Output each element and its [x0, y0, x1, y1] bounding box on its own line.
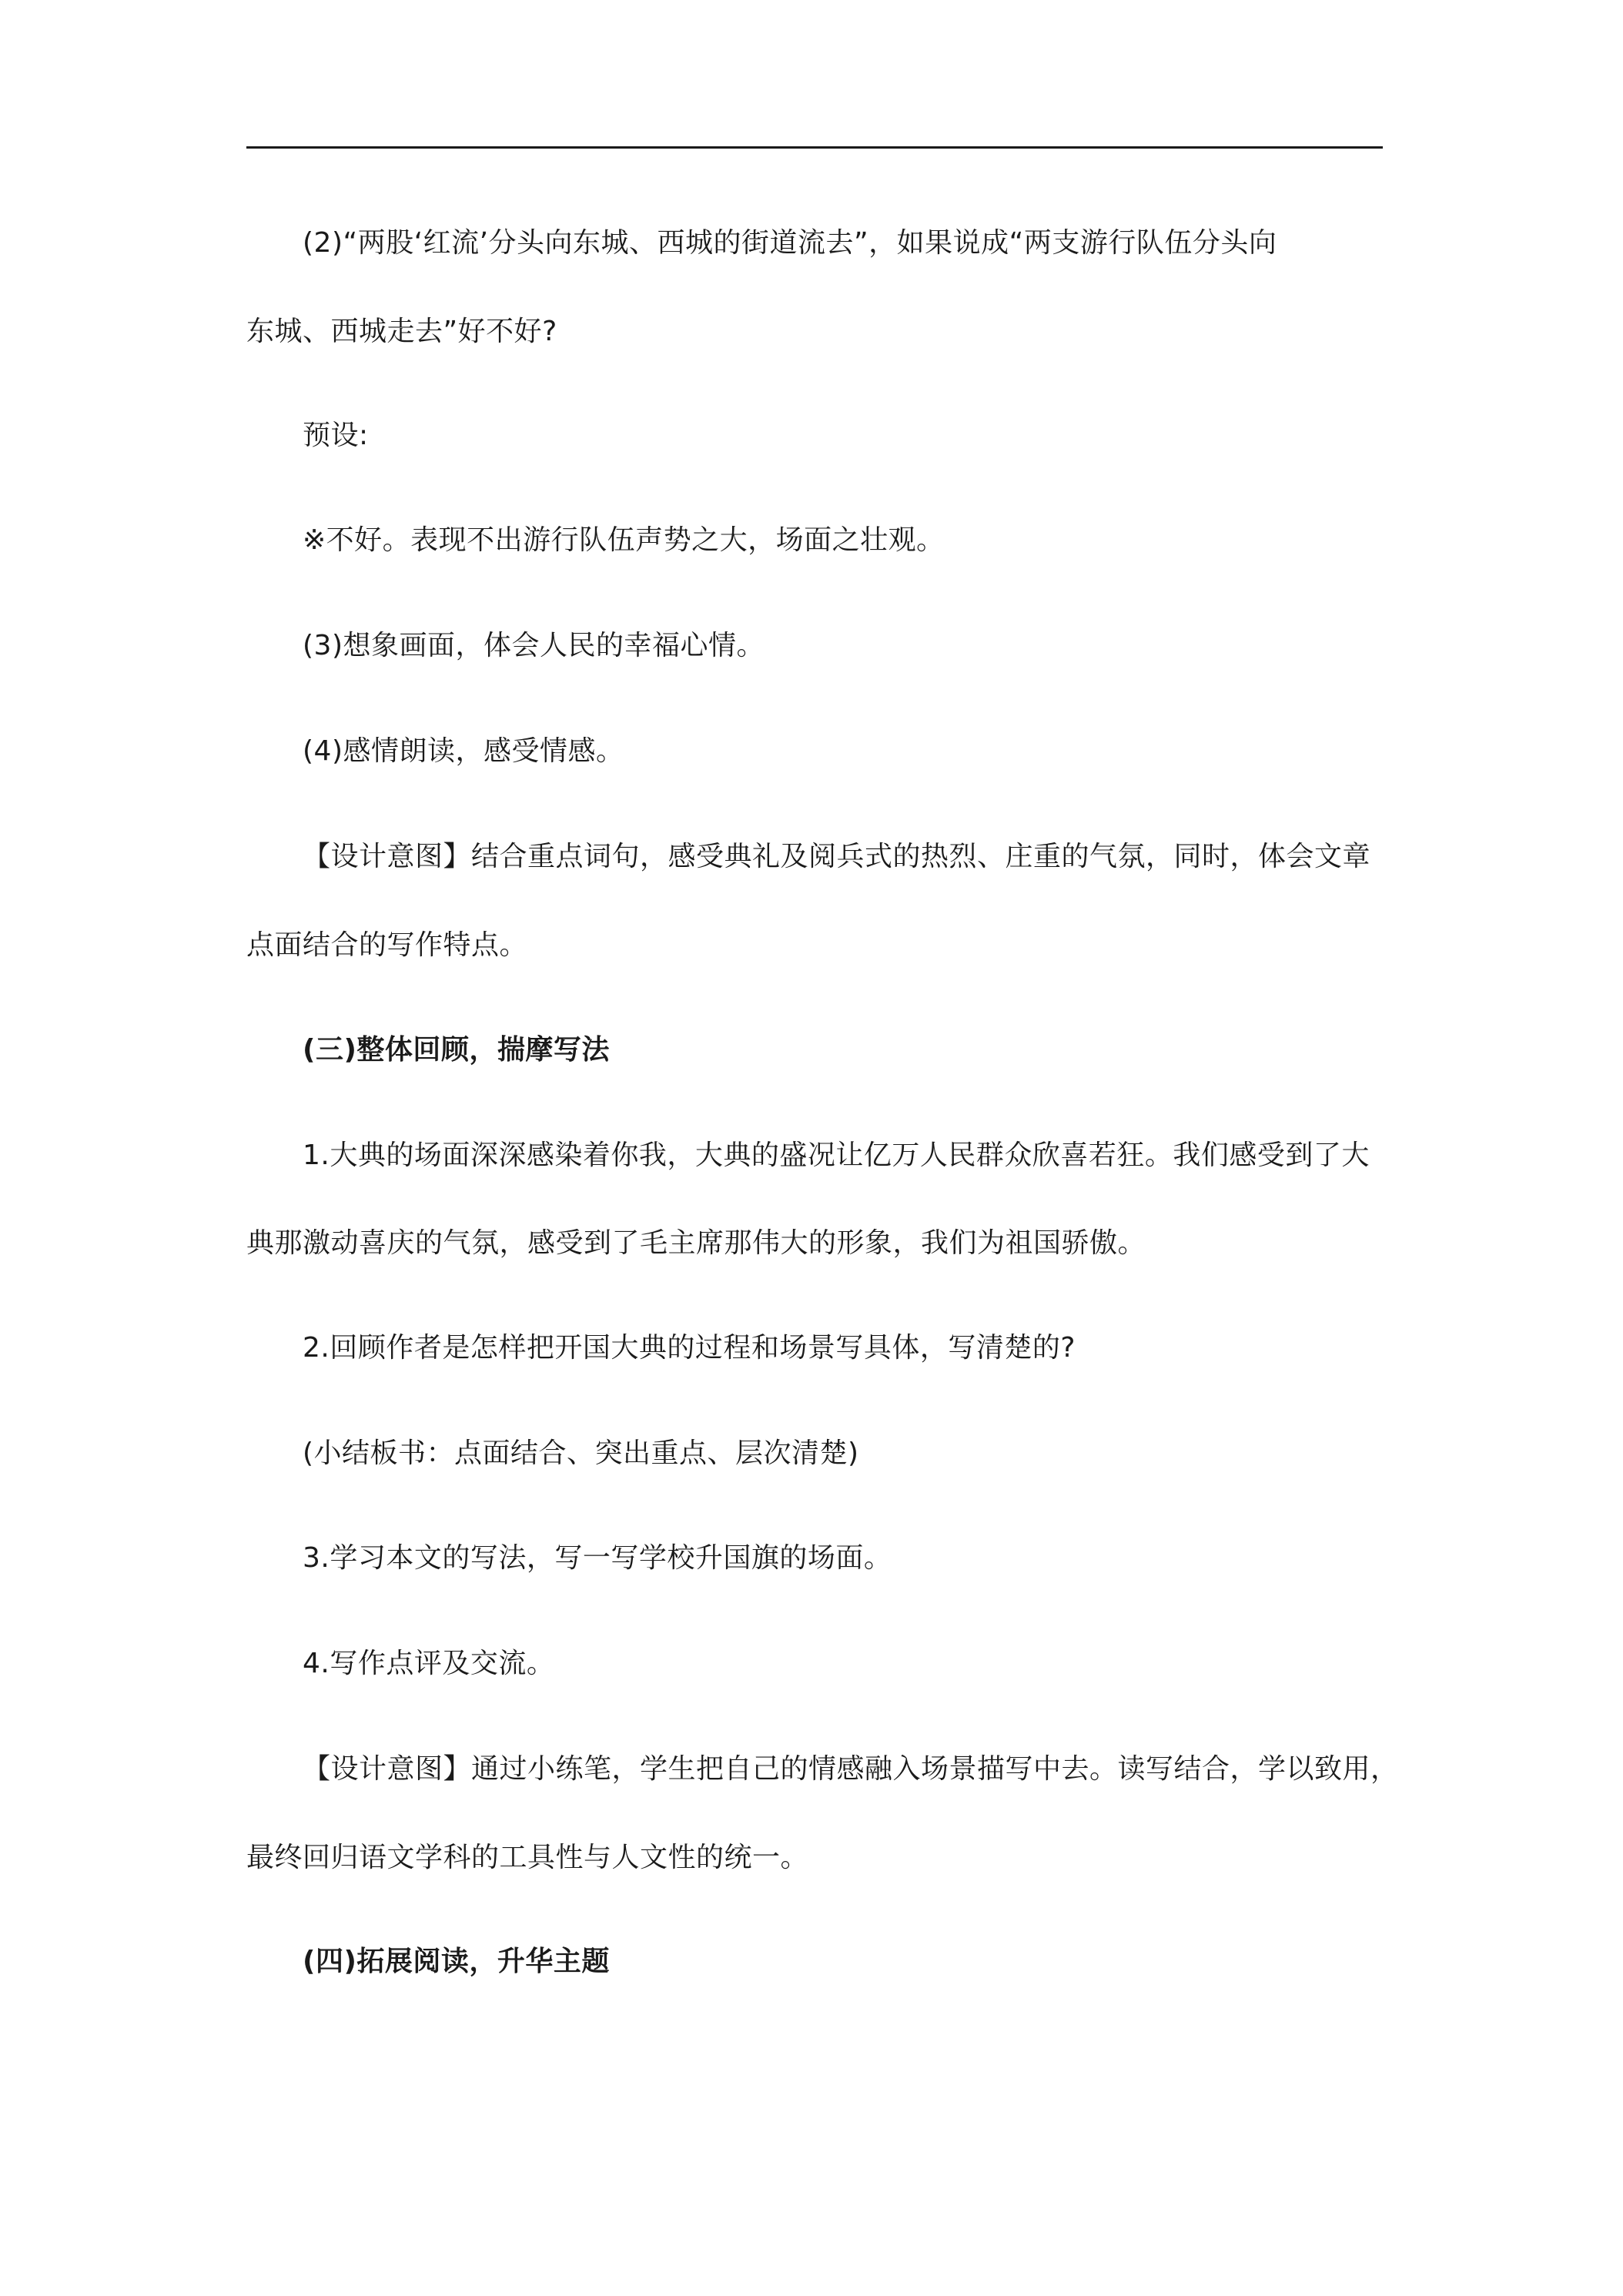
header-rule	[246, 146, 1383, 149]
design-intent-1-line-1: 【设计意图】结合重点词句，感受典礼及阅兵式的热烈、庄重的气氛，同时，体会文章	[303, 841, 1371, 872]
preset-answer: ※不好。表现不出游行队伍声势之大，场面之壮观。	[303, 524, 945, 556]
question-2-line-1: (2)“两股‘红流’分头向东城、西城的街道流去”，如果说成“两支游行队伍分头向	[303, 227, 1277, 259]
item-4: 4.写作点评及交流。	[303, 1648, 555, 1679]
item-1-line-2: 典那激动喜庆的气氛，感受到了毛主席那伟大的形象，我们为祖国骄傲。	[246, 1227, 1146, 1259]
item-3: 3.学习本文的写法，写一写学校升国旗的场面。	[303, 1542, 892, 1574]
question-3: (3)想象画面，体会人民的幸福心情。	[303, 630, 765, 661]
board-summary: (小结板书：点面结合、突出重点、层次清楚)	[303, 1438, 859, 1469]
design-intent-1-line-2: 点面结合的写作特点。	[246, 929, 528, 961]
question-4: (4)感情朗读，感受情感。	[303, 735, 624, 767]
design-intent-2-line-2: 最终回归语文学科的工具性与人文性的统一。	[246, 1842, 809, 1873]
question-2-line-2: 东城、西城走去”好不好?	[246, 316, 557, 347]
item-1-line-1: 1.大典的场面深深感染着你我，大典的盛况让亿万人民群众欣喜若狂。我们感受到了大	[303, 1140, 1370, 1171]
design-intent-2-line-1: 【设计意图】通过小练笔，学生把自己的情感融入场景描写中去。读写结合，学以致用，	[303, 1753, 1399, 1785]
preset-label: 预设:	[303, 420, 369, 451]
item-2: 2.回顾作者是怎样把开国大典的过程和场景写具体，写清楚的?	[303, 1332, 1076, 1364]
section-heading-4: (四)拓展阅读，升华主题	[303, 1946, 610, 1977]
section-heading-3: (三)整体回顾，揣摩写法	[303, 1034, 610, 1066]
